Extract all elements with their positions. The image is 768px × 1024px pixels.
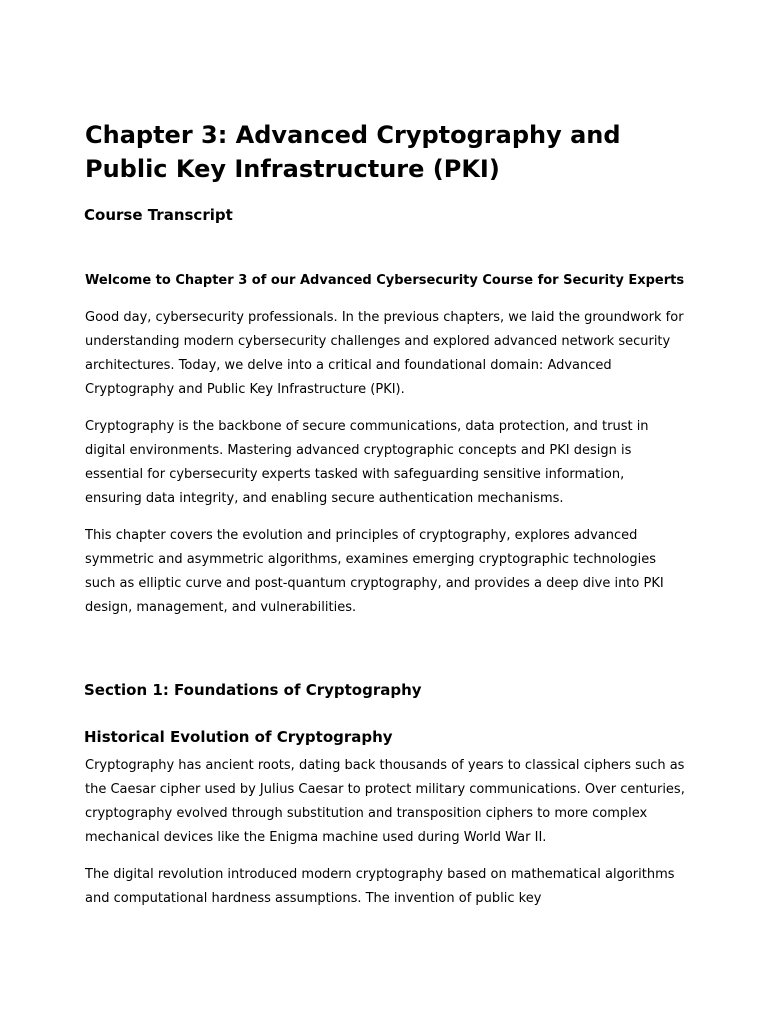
intro-paragraph: This chapter covers the evolution and principles of cryptography, explores advanced symmetric and asymmetric algorithms, examines emerging cryptographic technologies such as elliptic curve and post-quantum cryptography, and provides a deep dive into PKI design, management, and vulnerabilities. bbox=[85, 528, 664, 615]
chapter-title: Chapter 3: Advanced Cryptography and Public Key Infrastructure (PKI) bbox=[85, 121, 621, 183]
section-1-title: Section 1: Foundations of Cryptography bbox=[84, 681, 422, 699]
course-transcript-heading: Course Transcript bbox=[84, 206, 233, 224]
subsection-title: Historical Evolution of Cryptography bbox=[84, 728, 393, 746]
document-page bbox=[85, 118, 685, 911]
intro-paragraph: Cryptography is the backbone of secure communications, data protection, and trust in digital environments. Mastering advanced cryptographic concepts and PKI design is essential for cybersecurity experts tasked with safeguarding sensitive information, ensuring data integrity, and enabling secure authentication mechanisms. bbox=[85, 419, 649, 506]
welcome-heading: Welcome to Chapter 3 of our Advanced Cybersecurity Course for Security Experts bbox=[85, 273, 685, 288]
intro-paragraph: Good day, cybersecurity professionals. In the previous chapters, we laid the groundwork for understanding modern cybersecurity challenges and explored advanced network security architectures. Today, we delve into a critical and foundational domain: Advanced Cryptography and Public Key Infrastructure (PKI). bbox=[85, 310, 684, 397]
section-paragraph: The digital revolution introduced modern cryptography based on mathematical algorithms and computational hardness assumptions. The invention of public key bbox=[85, 867, 675, 906]
section-paragraph: Cryptography has ancient roots, dating back thousands of years to classical ciphers such as the Caesar cipher used by Julius Caesar to protect military communications. Over centuries, cryptography evolved through substitution and transposition ciphers to more complex mechanical devices like the Enigma machine used during World War II. bbox=[85, 758, 685, 845]
